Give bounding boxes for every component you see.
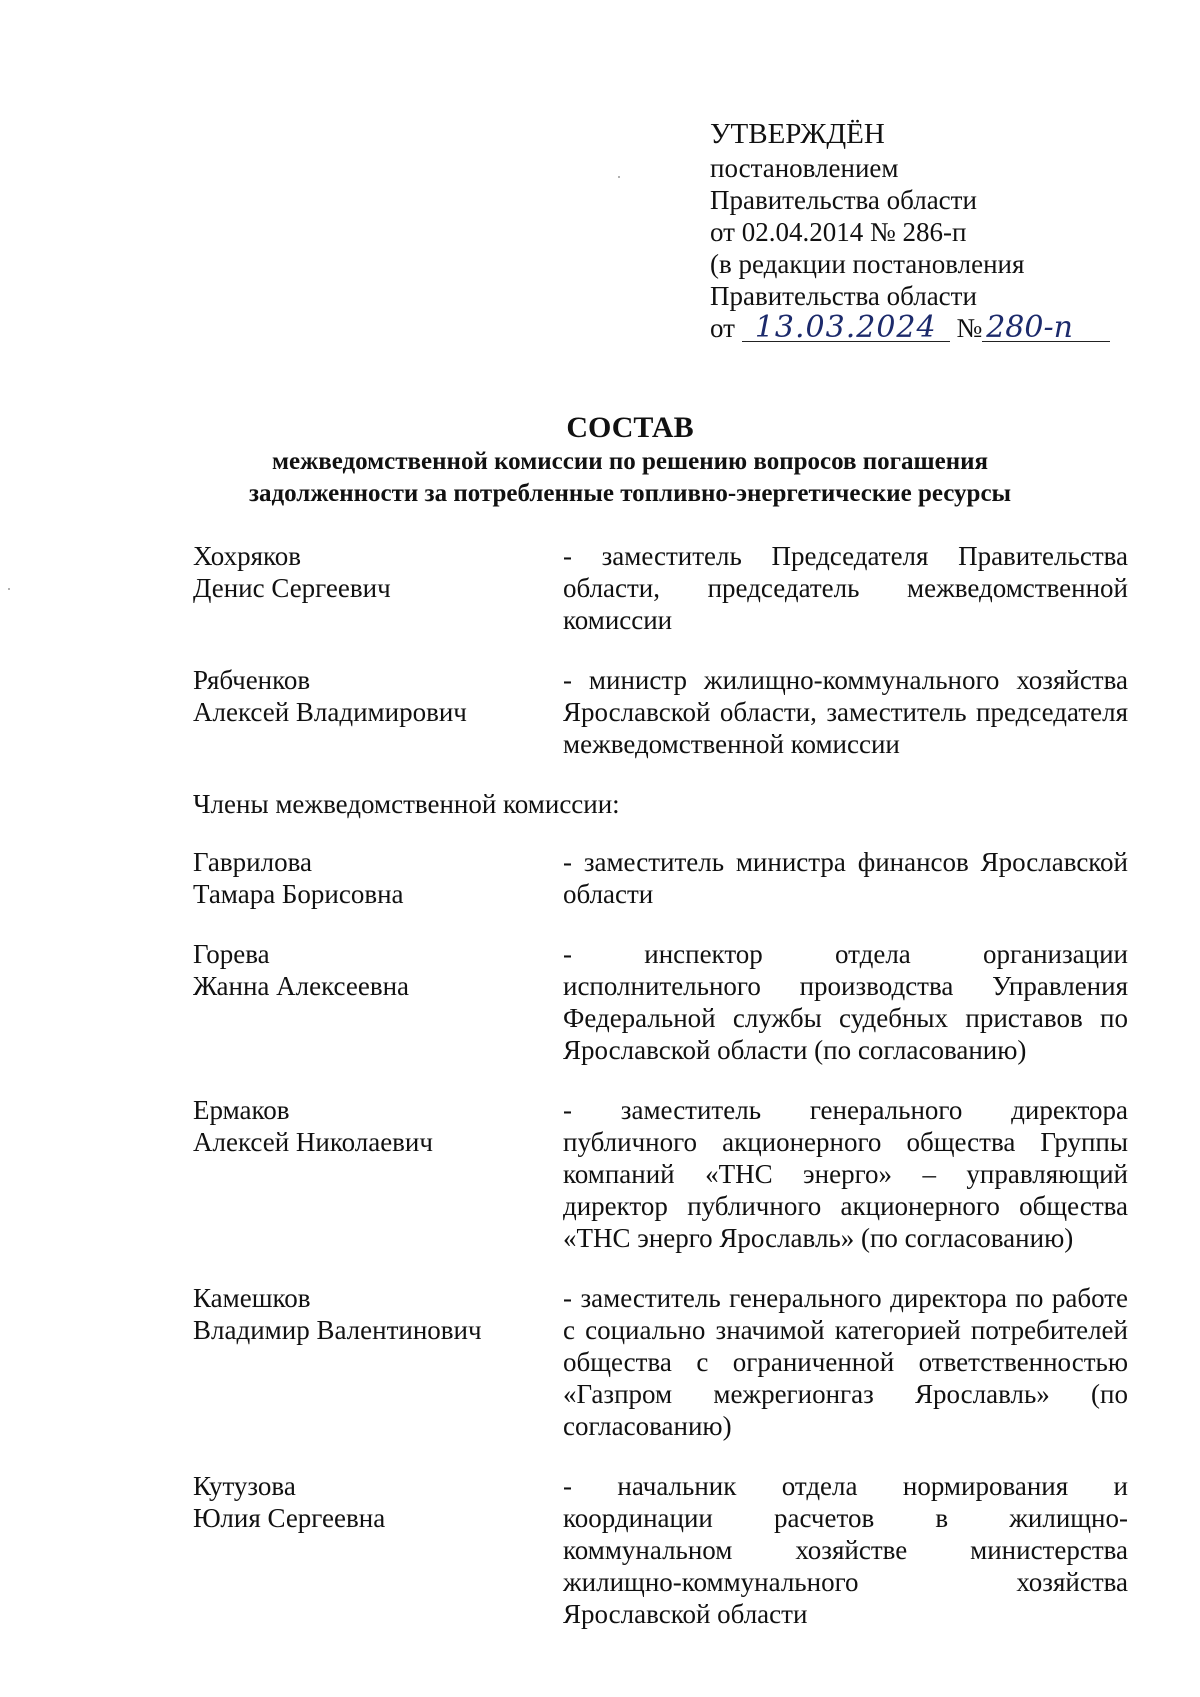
scan-speck [8, 588, 10, 590]
amendment-number-prefix: № [956, 313, 983, 343]
person-position: - заместитель министра финансов Ярославской области [563, 847, 1128, 909]
person-given-names: Владимир Валентинович [193, 1315, 482, 1345]
document-subtitle-line: межведомственной комиссии по решению вопросов погашения [271, 448, 989, 475]
approval-line: Правительства области [710, 185, 977, 215]
approval-line: (в редакции постановления [710, 249, 1025, 279]
approval-stamp-block [710, 118, 1130, 344]
person-name [193, 938, 563, 1066]
person-position: - начальник отдела нормирования и координации расчетов в жилищно-коммунальном хозяйстве министерства жилищно-коммунального хозяйства Ярославской области [563, 1471, 1128, 1629]
approval-heading: УТВЕРЖДЁН [710, 118, 885, 150]
person-surname: Ермаков [193, 1095, 290, 1125]
commission-deputy-chair-row [193, 664, 1128, 760]
person-name [193, 1094, 563, 1254]
commission-member-row [193, 1470, 1128, 1630]
amendment-from-prefix: от [710, 313, 735, 343]
person-name [193, 664, 563, 760]
person-surname: Кутузова [193, 1471, 296, 1501]
person-position: - заместитель генерального директора публичного акционерного общества Группы компаний «ТНС энерго» – управляющий директор публичного акционерного общества «ТНС энерго Ярославль» (по согласованию) [563, 1095, 1128, 1253]
person-surname: Камешков [193, 1283, 311, 1313]
document-subtitle-line: задолженности за потребленные топливно-энергетические ресурсы [248, 480, 1012, 507]
scan-speck [618, 176, 620, 178]
commission-composition-list [193, 540, 1128, 1658]
commission-member-row [193, 1094, 1128, 1254]
person-name [193, 846, 563, 910]
person-given-names: Юлия Сергеевна [193, 1503, 386, 1533]
person-name [193, 1470, 563, 1630]
commission-member-row [193, 846, 1128, 910]
approval-line: от 02.04.2014 № 286-п [710, 217, 967, 247]
amendment-line [710, 312, 1130, 344]
person-name [193, 1282, 563, 1442]
document-title-block [180, 410, 1080, 510]
person-given-names: Алексей Владимирович [193, 697, 467, 727]
handwritten-amendment-date: 13.03.2024 [742, 315, 950, 342]
person-surname: Горева [193, 939, 270, 969]
person-surname: Гаврилова [193, 847, 312, 877]
person-given-names: Алексей Николаевич [193, 1127, 433, 1157]
person-given-names: Жанна Алексеевна [193, 971, 409, 1001]
approval-line: постановлением [710, 153, 899, 183]
person-surname: Рябченков [193, 665, 311, 695]
commission-member-row [193, 1282, 1128, 1442]
person-position: - заместитель Председателя Правительства области, председатель межведомственной комиссии [563, 541, 1128, 635]
document-title: СОСТАВ [566, 411, 694, 444]
approval-line: Правительства области [710, 281, 977, 311]
person-position: - заместитель генерального директора по работе с социально значимой категорией потребителей общества с ограниченной ответственностью «Газпром межрегионгаз Ярославль» (по согласованию) [563, 1283, 1128, 1441]
person-position: - инспектор отдела организации исполнительного производства Управления Федеральной службы судебных приставов по Ярославской области (по согласованию) [563, 939, 1128, 1065]
person-position: - министр жилищно-коммунального хозяйства Ярославской области, заместитель председателя межведомственной комиссии [563, 665, 1128, 759]
commission-member-row [193, 938, 1128, 1066]
handwritten-amendment-number: 280-п [982, 315, 1110, 342]
person-given-names: Денис Сергеевич [193, 573, 391, 603]
commission-chair-row [193, 540, 1128, 636]
person-surname: Хохряков [193, 541, 302, 571]
person-given-names: Тамара Борисовна [193, 879, 404, 909]
members-section-label: Члены межведомственной комиссии: [193, 789, 620, 819]
person-name [193, 540, 563, 636]
